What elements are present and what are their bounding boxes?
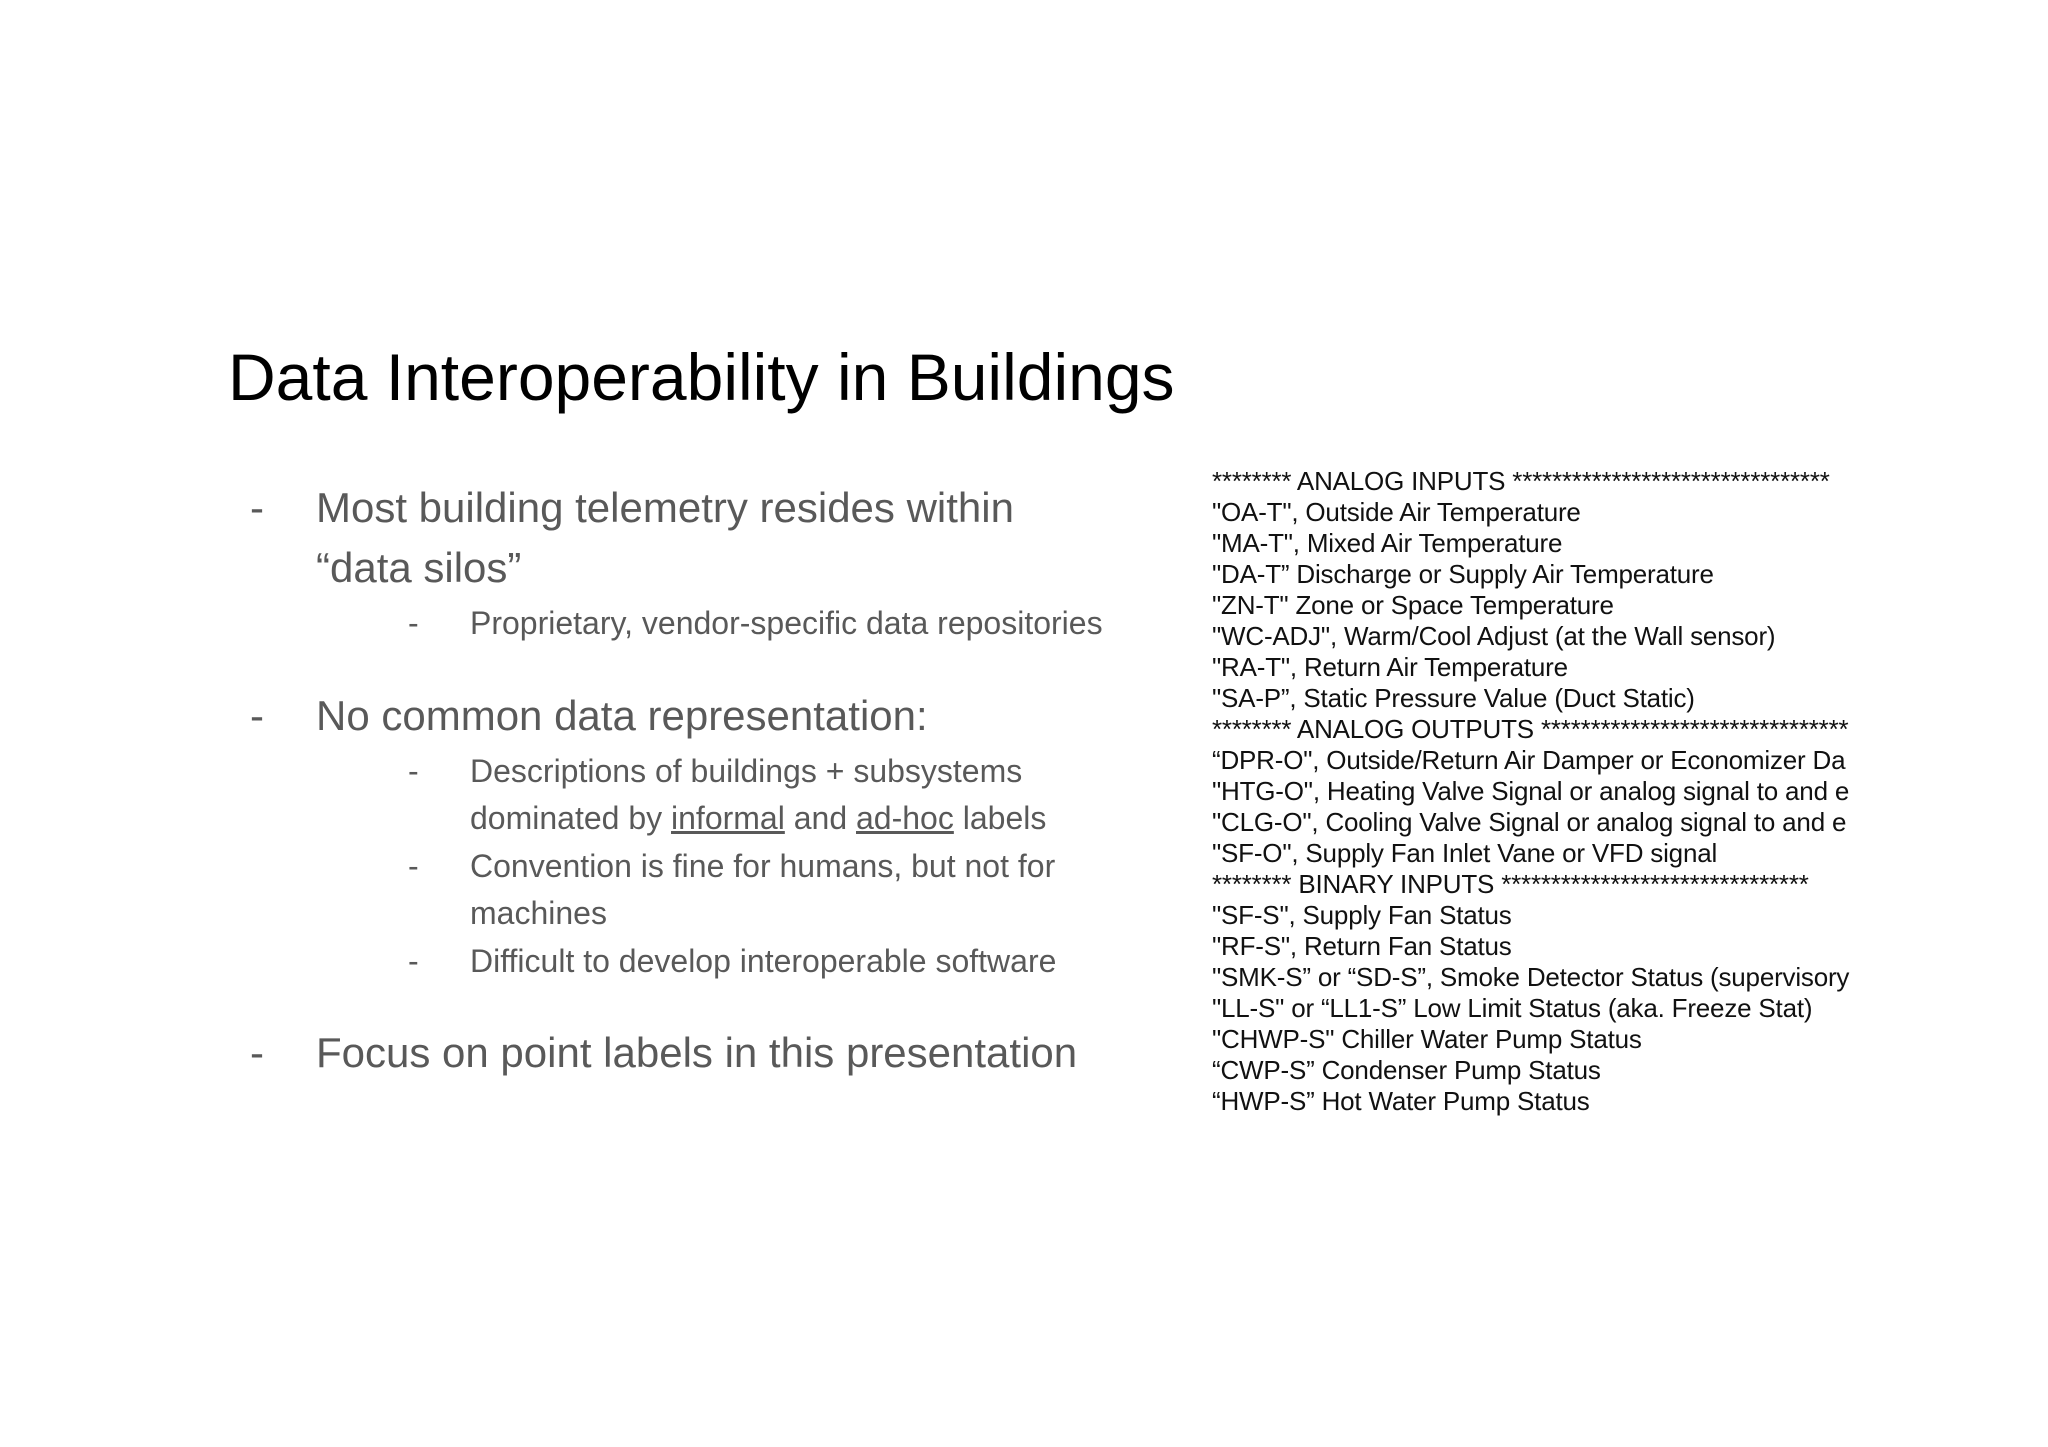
sub-bullet-proprietary [316,600,1150,648]
point-label-line: ******** BINARY INPUTS ******************************* [1212,869,1809,899]
sub-bullet-text: machines [470,895,607,931]
sub-bullet-convention [316,843,1150,938]
point-label-line: "LL-S" or “LL1-S” Low Limit Status (aka. Freeze Stat) [1212,993,1813,1023]
bullet-dash: - [250,1029,264,1076]
sub-bullet-difficult [316,938,1150,986]
sub-bullet-dash: - [408,605,419,641]
point-label-line: "RA-T", Return Air Temperature [1212,652,1568,682]
bullet-focus-point-labels [250,1023,1150,1083]
point-label-line: "HTG-O", Heating Valve Signal or analog signal to and e [1212,776,1850,806]
bullet-text-line: Focus on point labels in this presentation [316,1029,1078,1076]
sub-bullet-list [316,600,1150,648]
underlined-word-ad-hoc: ad-hoc [856,800,954,836]
bullet-text-line: No common data representation: [316,691,928,739]
bullet-text-line: “data silos” [316,544,522,591]
sub-bullet-text: Convention is fine for humans, but not for [470,847,1056,884]
bullet-dash: - [250,484,264,531]
point-label-list-image [1212,466,1887,1126]
point-label-line: "MA-T", Mixed Air Temperature [1212,528,1563,558]
point-label-line: "RF-S", Return Fan Status [1212,931,1512,961]
slide-title: Data Interoperability in Buildings [228,340,1175,414]
point-label-line: "ZN-T" Zone or Space Temperature [1212,590,1614,620]
point-label-line: "SA-P”, Static Pressure Value (Duct Static) [1212,683,1695,713]
sub-bullet-text: Difficult to develop interoperable software [470,942,1057,979]
point-label-line: “DPR-O", Outside/Return Air Damper or Economizer Da [1212,745,1846,775]
text-segment: dominated by [470,800,672,836]
text-segment: and [784,800,856,836]
bullet-no-common-representation [250,686,1150,986]
text-segment: labels [953,800,1047,836]
point-label-line: ******** ANALOG INPUTS ******************************** [1212,466,1830,496]
point-label-line: "WC-ADJ", Warm/Cool Adjust (at the Wall sensor) [1212,621,1776,651]
sub-bullet-dash: - [408,752,419,789]
bullet-data-silos [250,478,1150,648]
point-label-line: “CWP-S” Condenser Pump Status [1212,1055,1601,1085]
sub-bullet-text [470,795,1150,843]
sub-bullet-list [316,748,1150,986]
bullet-dash: - [250,691,264,739]
bullet-text-line: Most building telemetry resides within [316,484,1014,531]
sub-bullet-dash: - [408,942,419,979]
point-label-line: "SF-O", Supply Fan Inlet Vane or VFD signal [1212,838,1718,868]
point-label-line: "SMK-S” or “SD-S”, Smoke Detector Status (supervisory [1212,962,1850,992]
point-label-line: "DA-T” Discharge or Supply Air Temperature [1212,559,1714,589]
point-label-line: "OA-T", Outside Air Temperature [1212,497,1581,527]
point-label-line: "CHWP-S" Chiller Water Pump Status [1212,1024,1642,1054]
sub-bullet-text: Descriptions of buildings + subsystems [470,752,1023,789]
point-label-line: ******** ANALOG OUTPUTS ******************************* [1212,714,1849,744]
sub-bullet-descriptions [316,748,1150,843]
sub-bullet-dash: - [408,847,419,884]
sub-bullet-text: Proprietary, vendor-specific data repositories [470,605,1103,641]
point-label-line: "CLG-O", Cooling Valve Signal or analog signal to and e [1212,807,1847,837]
point-label-line: "SF-S", Supply Fan Status [1212,900,1512,930]
underlined-word-informal: informal [671,800,785,836]
point-label-line: “HWP-S” Hot Water Pump Status [1212,1086,1590,1116]
bullet-list [250,478,1150,1083]
